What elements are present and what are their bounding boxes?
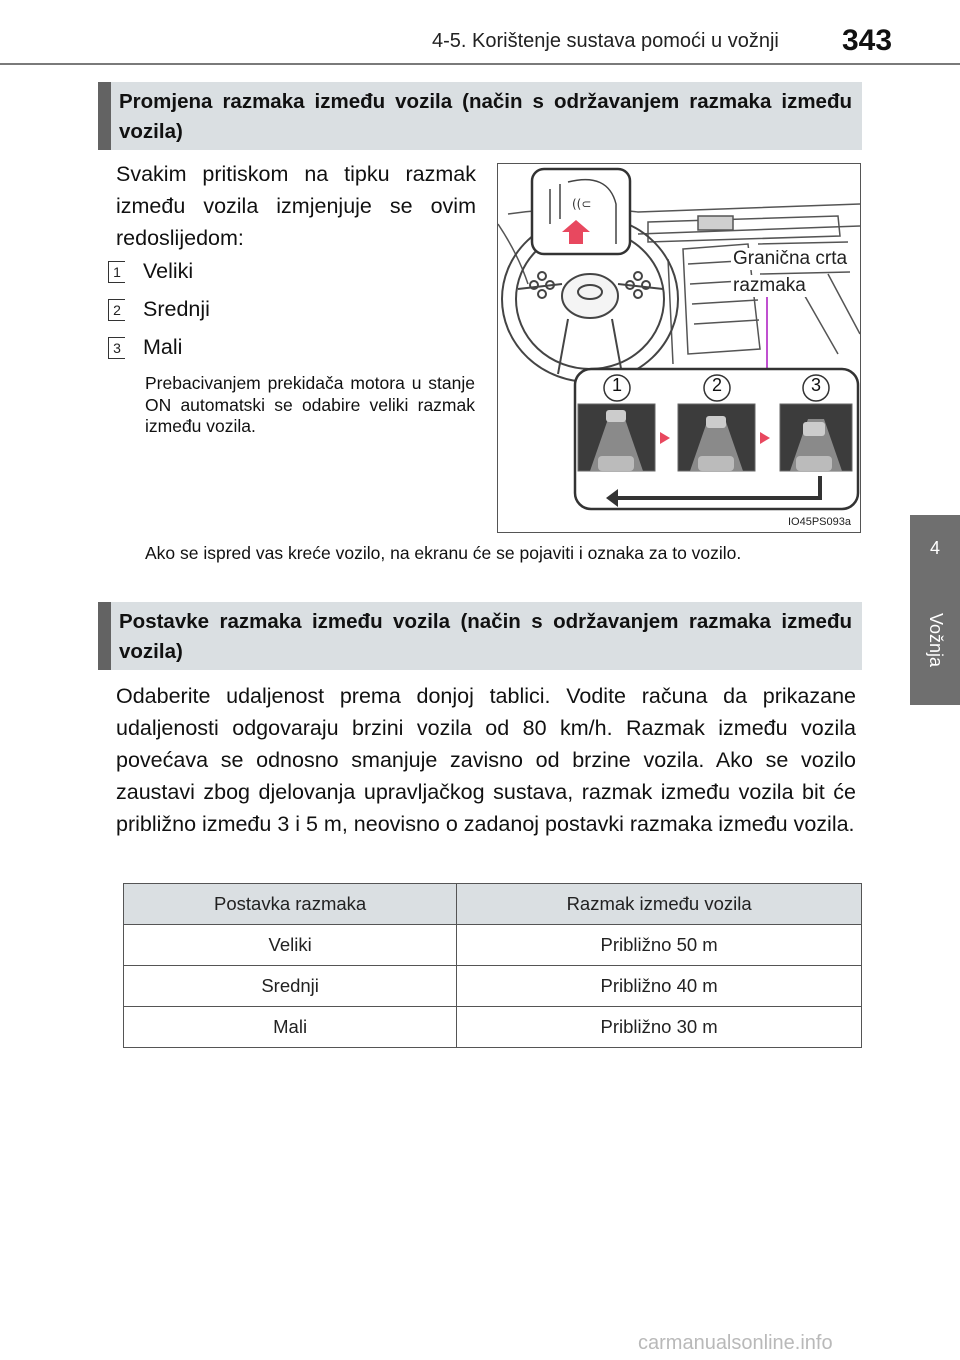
table-header-cell: Postavka razmaka (124, 884, 457, 925)
section-heading-distance-change: Promjena razmaka između vozila (način s održavanjem razmaka između vozila) (98, 82, 862, 150)
distance-switch-figure (497, 163, 861, 533)
table-cell: Veliki (124, 925, 457, 966)
table-header-row (124, 884, 862, 925)
watermark: carmanualsonline.info (638, 1332, 833, 1354)
distance-screens (578, 404, 852, 471)
step-number: 1 (611, 375, 622, 395)
running-header: 4-5. Korištenje sustava pomoći u vožnji (432, 30, 779, 52)
note-vehicle-ahead: Ako se ispred vas kreće vozilo, na ekranu će se pojaviti i oznaka za to vozilo. (145, 543, 742, 563)
callout-label-line1: Granična crta (733, 248, 848, 269)
list-number: 1 (108, 261, 125, 283)
note-engine-switch: Prebacivanjem prekidača motora u stanje ON automatski se odabire veliki razmak između vozila. (145, 373, 475, 436)
list-label: Veliki (143, 259, 194, 283)
list-number: 3 (108, 337, 125, 359)
section-heading-distance-settings: Postavke razmaka između vozila (način s održavanjem razmaka između vozila) (98, 602, 862, 670)
distance-table (123, 883, 862, 1048)
chapter-number: 4 (929, 538, 940, 558)
list-number: 2 (108, 299, 125, 321)
list-item (108, 335, 408, 365)
list-item (108, 297, 408, 327)
list-label: Srednji (143, 297, 210, 321)
table-cell: Mali (124, 1007, 457, 1048)
dashboard-illustration (498, 164, 861, 533)
table-cell: Srednji (124, 966, 457, 1007)
callout-label-line2: razmaka (733, 275, 806, 296)
step-number: 3 (810, 375, 821, 395)
table-row (124, 966, 862, 1007)
table-row (124, 925, 862, 966)
intro-paragraph: Svakim pritiskom na tipku razmak između vozila izmjenjuje se ovim redoslijedom: (116, 162, 476, 250)
header-divider (0, 63, 960, 65)
page-number: 343 (842, 24, 893, 57)
table-cell: Približno 40 m (457, 966, 862, 1007)
switch-inset-icon (532, 169, 630, 254)
figure-code: IO45PS093a (788, 516, 851, 528)
table-header-cell: Razmak između vozila (457, 884, 862, 925)
chapter-label: Vožnja (926, 613, 946, 668)
table-row (124, 1007, 862, 1048)
list-item (108, 259, 408, 289)
table-cell: Približno 50 m (457, 925, 862, 966)
table-cell: Približno 30 m (457, 1007, 862, 1048)
chapter-side-tab (910, 515, 960, 705)
step-number: 2 (711, 375, 722, 395)
svg-text:((⊂: ((⊂ (572, 197, 592, 211)
settings-paragraph: Odaberite udaljenost prema donjoj tablici. Vodite računa da prikazane udaljenosti odgovaraju brzini vozila od 80 km/h. Razmak između vozila povećava se odnosno smanjuje zavisno od brzine vozila. Ako se vozilo zaustavi zbog djelovanja upravljačkog sustava, razmak između vozila bit će približno između 3 i 5 m, neovisno o zadanoj postavki razmaka između vozila. (116, 684, 856, 836)
list-label: Mali (143, 335, 183, 359)
